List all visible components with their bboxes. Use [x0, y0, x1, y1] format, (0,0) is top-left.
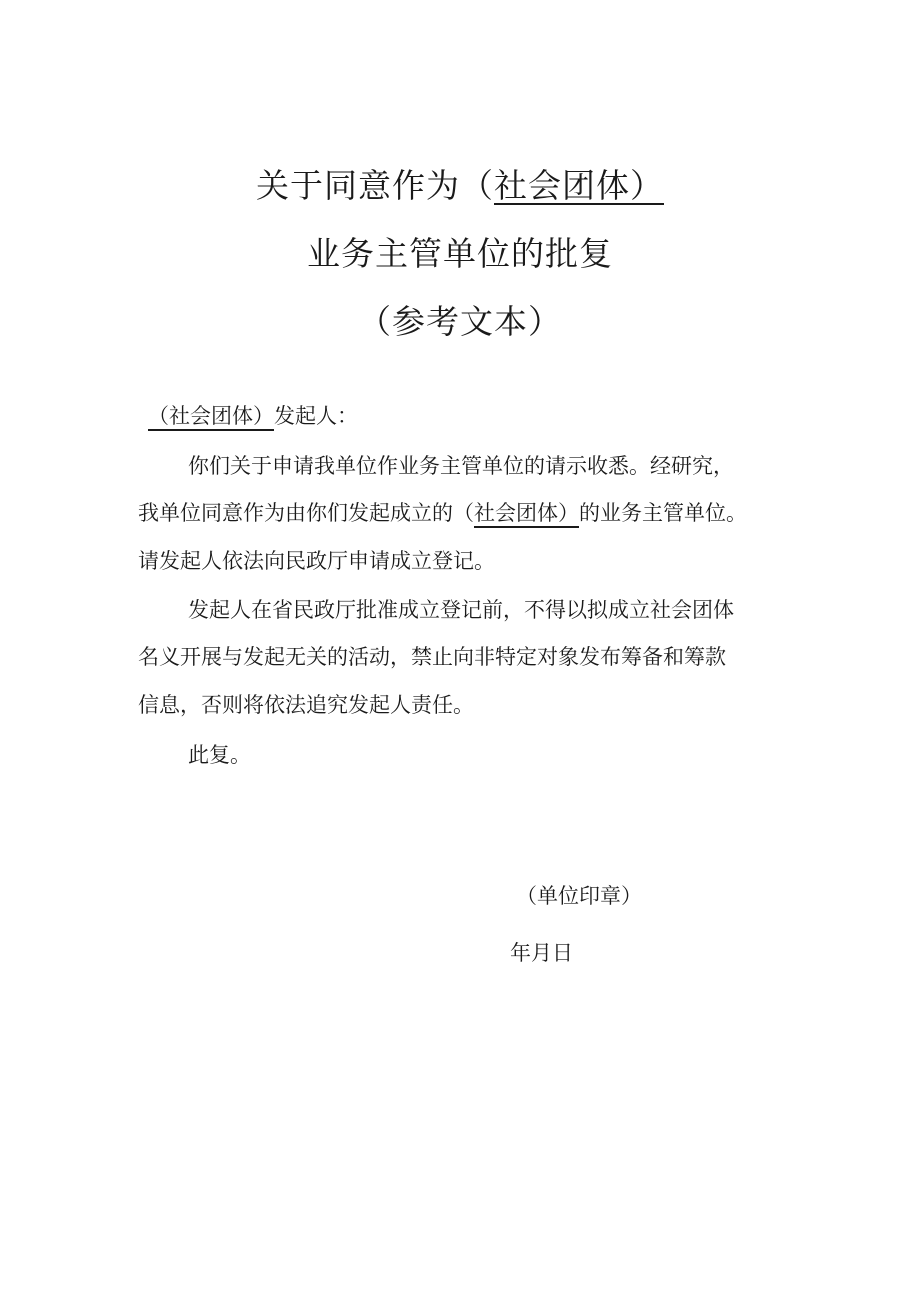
unit-seal-placeholder: （单位印章） — [516, 884, 642, 908]
paragraph-2-line-3: 信息，否则将依法追究发起人责任。 — [138, 693, 474, 717]
title-line-1-prefix: 关于同意作为（ — [256, 166, 494, 205]
title-line-1 — [0, 160, 920, 207]
salutation-suffix: 发起人： — [274, 404, 358, 428]
closing-remark: 此复。 — [188, 743, 251, 767]
paragraph-1-line-2 — [138, 497, 747, 527]
paragraph-2-line-1: 发起人在省民政厅批准成立登记前，不得以拟成立社会团体 — [188, 598, 734, 622]
title-line-2: 业务主管单位的批复 — [307, 234, 613, 273]
salutation — [148, 400, 358, 430]
date-placeholder: 年月日 — [510, 941, 573, 965]
paragraph-1-line-2-prefix: 我单位同意作为由你们发起成立的（ — [138, 501, 474, 525]
title-line-3: （参考文本） — [358, 302, 562, 341]
title-org-placeholder: 社会团体） — [494, 166, 664, 205]
paragraph-2-line-2: 名义开展与发起无关的活动，禁止向非特定对象发布筹备和筹款 — [138, 645, 726, 669]
paragraph-1-line-3: 请发起人依法向民政厅申请成立登记。 — [138, 549, 495, 573]
body-org-placeholder: 社会团体） — [474, 501, 579, 525]
paragraph-1-line-2-suffix: 的业务主管单位。 — [579, 501, 747, 525]
salutation-org-placeholder: （社会团体） — [148, 404, 274, 428]
paragraph-1-line-1: 你们关于申请我单位作业务主管单位的请示收悉。经研究， — [188, 454, 734, 478]
